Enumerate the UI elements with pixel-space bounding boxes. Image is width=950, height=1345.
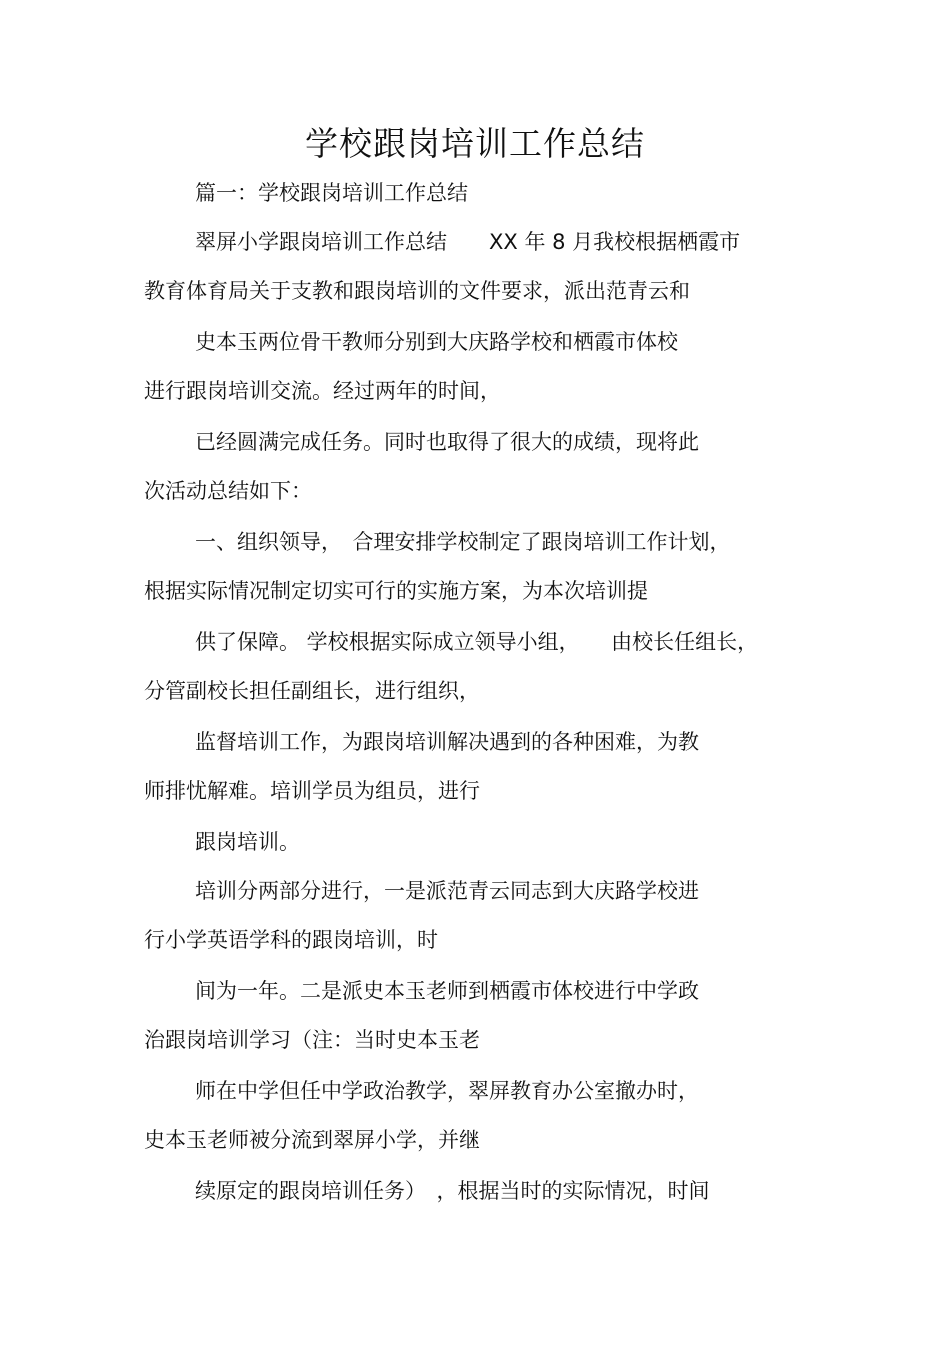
text-line: 教育体育局关于支教和跟岗培训的文件要求，派出范青云和	[144, 279, 690, 303]
text-line: 一、组织领导， 合理安排学校制定了跟岗培训工作计划，	[195, 530, 731, 554]
text-line: 跟岗培训。	[195, 830, 300, 854]
text-line: 行小学英语学科的跟岗培训，时	[144, 928, 438, 952]
text-line: 分管副校长担任副组长，进行组织，	[144, 679, 480, 703]
text-line: 根据实际情况制定切实可行的实施方案，为本次培训提	[144, 579, 648, 603]
text-line: 史本玉老师被分流到翠屏小学，并继	[144, 1128, 480, 1152]
document-title: 学校跟岗培训工作总结	[305, 124, 645, 163]
text-line: 师排忧解难。培训学员为组员，进行	[144, 779, 480, 803]
text-line: 治跟岗培训学习（注：当时史本玉老	[144, 1028, 480, 1052]
text-line: 翠屏小学跟岗培训工作总结 XX 年 8 月我校根据栖霞市	[195, 230, 741, 254]
text-line: 已经圆满完成任务。同时也取得了很大的成绩，现将此	[195, 430, 699, 454]
text-line: 间为一年。二是派史本玉老师到栖霞市体校进行中学政	[195, 979, 699, 1003]
text-line: 进行跟岗培训交流。经过两年的时间，	[144, 379, 501, 403]
text-line: 篇一：学校跟岗培训工作总结	[195, 181, 468, 205]
text-line: 供了保障。 学校根据实际成立领导小组， 由校长任组长，	[195, 630, 759, 654]
text-line: 监督培训工作，为跟岗培训解决遇到的各种困难，为教	[195, 730, 699, 754]
text-line: 培训分两部分进行，一是派范青云同志到大庆路学校进	[195, 879, 699, 903]
text-line: 史本玉两位骨干教师分别到大庆路学校和栖霞市体校	[195, 330, 678, 354]
text-line: 续原定的跟岗培训任务） ，根据当时的实际情况，时间	[195, 1179, 710, 1203]
text-line: 次活动总结如下：	[144, 479, 312, 503]
text-line: 师在中学但任中学政治教学，翠屏教育办公室撤办时，	[195, 1079, 699, 1103]
